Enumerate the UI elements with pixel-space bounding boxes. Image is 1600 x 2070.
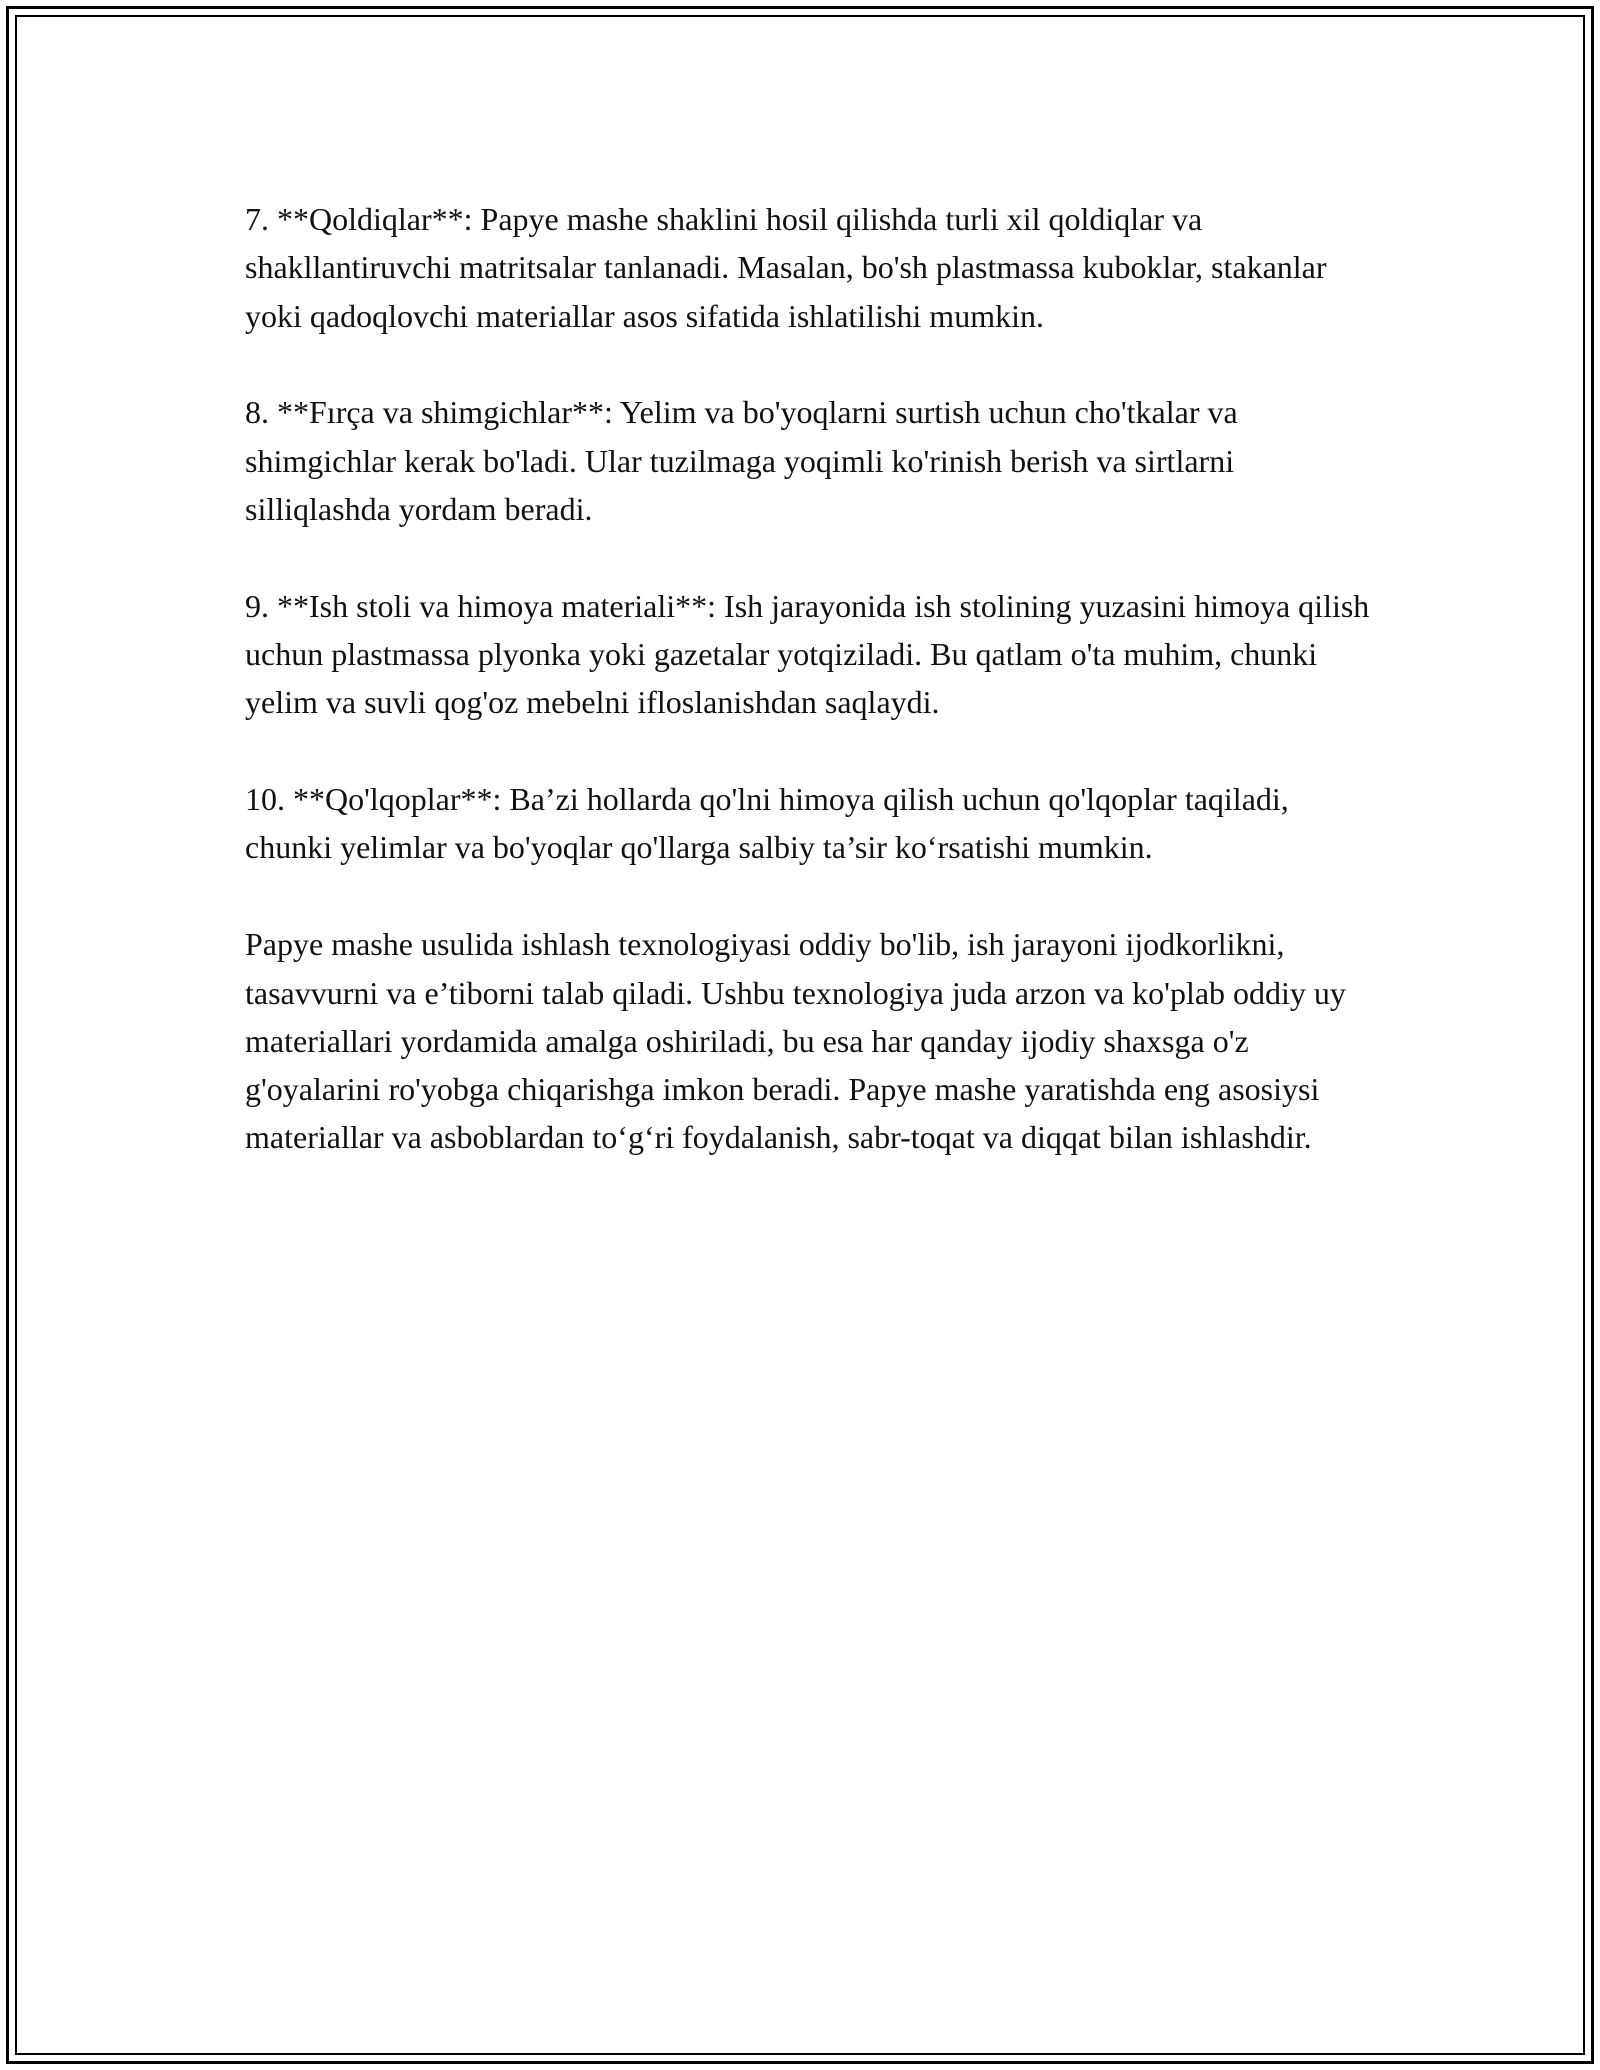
page-border — [6, 6, 1594, 2064]
paragraph-conclusion: Papye mashe usulida ishlash texnologiyasi oddiy bo'lib, ish jarayoni ijodkorlikni, tasavvurni va e’tiborni talab qiladi. Ushbu texnologiya juda arzon va ko'plab oddiy uy materiallari yordamida amalga oshiriladi, bu esa har qanday ijodiy shaxsga o'z g'oyalarini ro'yobga chiqarishga imkon beradi. Papye mashe yaratishda eng asosiysi materiallar va asboblardan to‘g‘ri foydalanish, sabr-toqat va diqqat bilan ishlashdir. — [245, 926, 1346, 1156]
paragraph-item-7: 7. **Qoldiqlar**: Papye mashe shaklini hosil qilishda turli xil qoldiqlar va shakllantiruvchi matritsalar tanlanadi. Masalan, bo'sh plastmassa kuboklar, stakanlar yoki qadoqlovchi materiallar asos sifatida ishlatilishi mumkin. — [245, 201, 1327, 334]
document-body — [245, 195, 1375, 1162]
paragraph-item-9: 9. **Ish stoli va himoya materiali**: Ish jarayonida ish stolining yuzasini himoya qilish uchun plastmassa plyonka yoki gazetalar yotqiziladi. Bu qatlam o'ta muhim, chunki yelim va suvli qog'oz mebelni ifloslanishdan saqlaydi. — [245, 587, 1370, 721]
paragraph-item-8: 8. **Fırça va shimgichlar**: Yelim va bo'yoqlarni surtish uchun cho'tkalar va shimgichlar kerak bo'ladi. Ular tuzilmaga yoqimli ko'rinish berish va sirtlarni silliqlashda yordam beradi. — [245, 394, 1238, 527]
paragraph-item-10: 10. **Qo'lqoplar**: Ba’zi hollarda qo'lni himoya qilish uchun qo'lqoplar taqiladi, chunki yelimlar va bo'yoqlar qo'llarga salbiy ta’sir ko‘rsatishi mumkin. — [245, 781, 1289, 866]
